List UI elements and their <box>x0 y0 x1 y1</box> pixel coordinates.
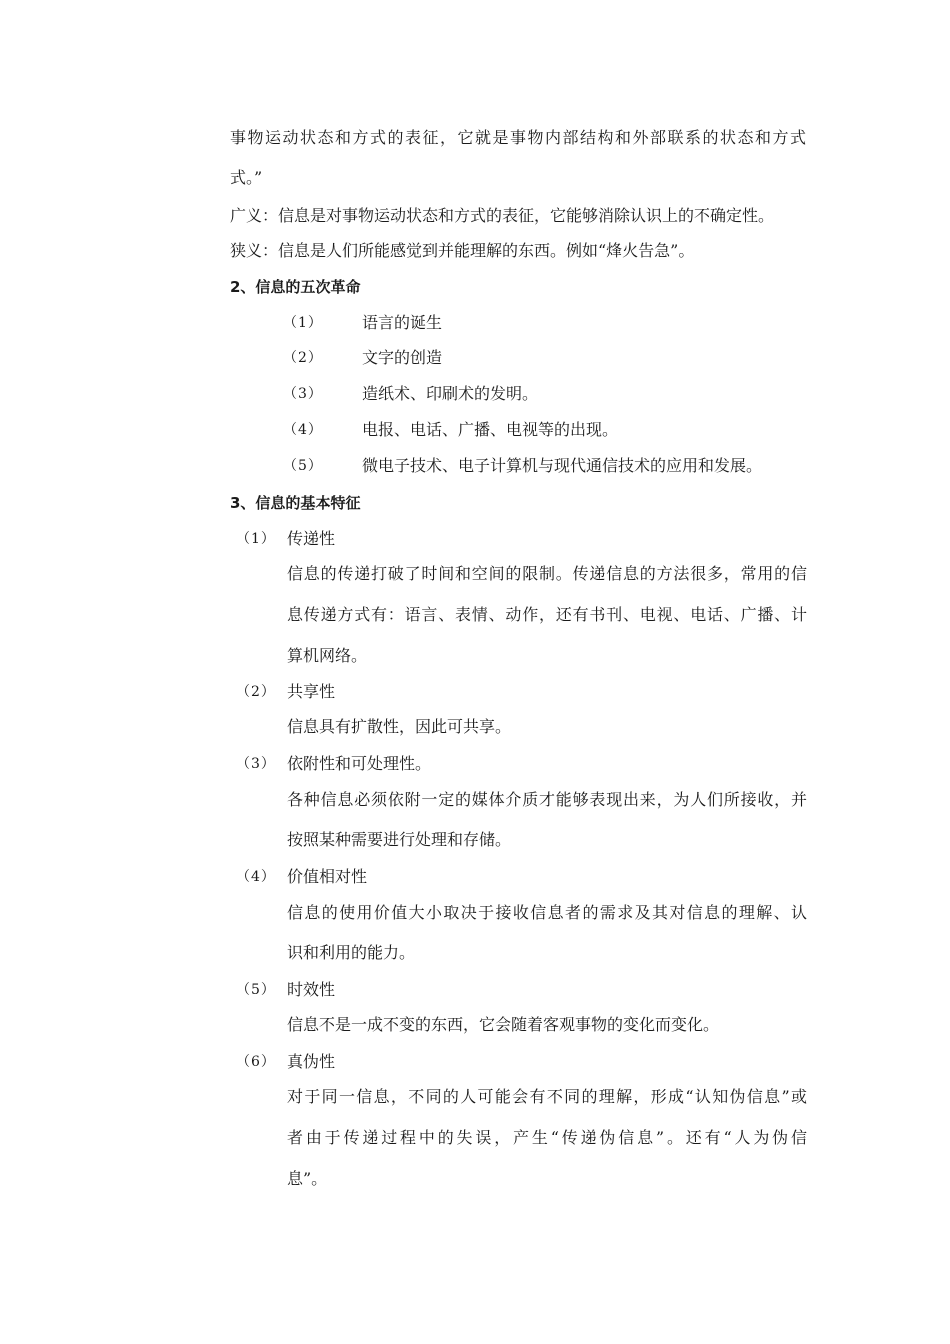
revolution-item: 语言的诞生 <box>362 313 443 332</box>
feature-description: 按照某种需要进行处理和存储。 <box>287 830 512 849</box>
feature-description: 信息的传递打破了时间和空间的限制。传递信息的方法很多，常用的信 <box>287 564 807 583</box>
feature-description: 信息具有扩散性，因此可共享。 <box>287 717 512 736</box>
feature-number: （4） <box>236 869 276 885</box>
feature-title: 依附性和可处理性。 <box>287 754 432 773</box>
revolution-item: 造纸术、印刷术的发明。 <box>362 384 539 403</box>
feature-description: 息”。 <box>287 1169 328 1188</box>
revolution-number: （4） <box>283 422 323 438</box>
revolution-item: 微电子技术、电子计算机与现代通信技术的应用和发展。 <box>362 456 763 475</box>
feature-title: 真伪性 <box>287 1052 336 1071</box>
feature-description: 识和利用的能力。 <box>287 943 416 962</box>
feature-number: （6） <box>236 1054 276 1070</box>
feature-description: 对于同一信息，不同的人可能会有不同的理解，形成“认知伪信息”或 <box>287 1087 807 1106</box>
feature-number: （1） <box>236 531 276 547</box>
section-3-heading: 3、信息的基本特征 <box>230 494 361 512</box>
revolution-item: 文字的创造 <box>362 348 443 367</box>
feature-description: 者由于传递过程中的失误，产生“传递伪信息”。还有“人为伪信 <box>287 1128 807 1147</box>
feature-description: 信息不是一成不变的东西，它会随着客观事物的变化而变化。 <box>287 1015 720 1034</box>
revolution-number: （3） <box>283 386 323 402</box>
revolution-number: （2） <box>283 350 323 366</box>
broad-definition: 广义：信息是对事物运动状态和方式的表征，它能够消除认识上的不确定性。 <box>230 206 775 225</box>
feature-description: 算机网络。 <box>287 646 368 665</box>
narrow-definition: 狭义：信息是人们所能感觉到并能理解的东西。例如“烽火告急”。 <box>230 241 695 260</box>
revolution-number: （1） <box>283 315 323 331</box>
feature-number: （5） <box>236 982 276 998</box>
section-2-heading: 2、信息的五次革命 <box>230 278 361 296</box>
feature-title: 共享性 <box>287 682 336 701</box>
feature-description: 各种信息必须依附一定的媒体介质才能够表现出来，为人们所接收，并 <box>287 790 807 809</box>
feature-title: 时效性 <box>287 980 336 999</box>
feature-number: （2） <box>236 684 276 700</box>
feature-description: 信息的使用价值大小取决于接收信息者的需求及其对信息的理解、认 <box>287 903 807 922</box>
feature-number: （3） <box>236 756 276 772</box>
revolution-item: 电报、电话、广播、电视等的出现。 <box>362 420 619 439</box>
feature-title: 传递性 <box>287 529 336 548</box>
feature-description: 息传递方式有：语言、表情、动作，还有书刊、电视、电话、广播、计 <box>287 605 807 624</box>
feature-title: 价值相对性 <box>287 867 368 886</box>
revolution-number: （5） <box>283 458 323 474</box>
intro-line-1: 事物运动状态和方式的表征，它就是事物内部结构和外部联系的状态和方式 <box>230 128 806 147</box>
intro-line-2: 式。” <box>230 168 263 187</box>
